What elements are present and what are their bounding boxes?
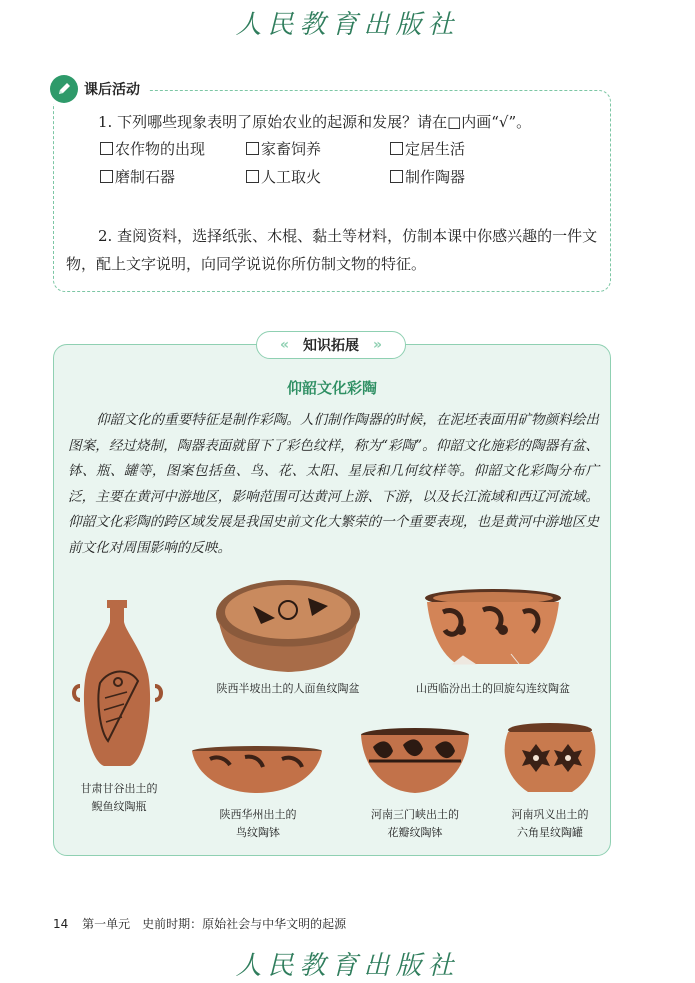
question-1: 1. 下列哪些现象表明了原始农业的起源和发展？请在□内画“√”。 <box>98 113 532 131</box>
caption-star-jar: 河南巩义出土的 六角星纹陶罐 <box>511 808 589 839</box>
option[interactable]: 人工取火 <box>246 166 390 187</box>
pencil-icon <box>50 75 78 103</box>
star-jar-image <box>500 722 600 797</box>
chevrons-right-icon: » <box>373 337 383 353</box>
checkbox[interactable] <box>390 142 403 155</box>
swirl-basin-image <box>423 588 563 670</box>
option[interactable]: 磨制石器 <box>100 166 246 187</box>
publisher-footer: 人民教育出版社 <box>235 951 460 981</box>
option[interactable]: 家畜饲养 <box>246 138 390 159</box>
option[interactable]: 定居生活 <box>390 138 465 159</box>
checkbox[interactable] <box>100 170 113 183</box>
chevrons-left-icon: « <box>279 337 289 353</box>
footer-text: 第一单元 史前时期：原始社会与中华文明的起源 <box>82 917 347 931</box>
options-row-2 <box>100 166 465 187</box>
fish-bottle-image <box>70 598 165 770</box>
options-row-1 <box>100 138 465 159</box>
option[interactable]: 农作物的出现 <box>100 138 246 159</box>
caption-bottle: 甘肃甘谷出土的 鲵鱼纹陶瓶 <box>80 782 158 813</box>
checkbox[interactable] <box>390 170 403 183</box>
checkbox[interactable] <box>246 170 259 183</box>
activity-header <box>50 74 148 104</box>
petal-bowl-image <box>359 727 471 797</box>
checkbox[interactable] <box>100 142 113 155</box>
bird-bowl-image <box>190 745 325 797</box>
knowledge-body: 仰韶文化的重要特征是制作彩陶。人们制作陶器的时候，在泥坯表面用矿物颜料绘出图案，经过烧制，陶器表面就留下了彩色纹样，称为“彩陶”。仰韶文化施彩的陶器有盆、钵、瓶、罐等，图案包括鱼、鸟、花、太阳、星辰和几何纹样等。仰韶文化彩陶分布广泛，主要在黄河中游地区，影响范围可达黄河上游、下游，以及长江流域和西辽河流域。仰韶文化彩陶的跨区域发展是我国史前文化大繁荣的一个重要表现，也是黄河中游地区史前文化对周围影响的反映。 <box>68 412 599 556</box>
face-fish-basin-image <box>213 576 363 674</box>
activity-title: 课后活动 <box>84 82 140 98</box>
knowledge-tag: « 知识拓展 » <box>256 331 406 359</box>
caption-face-basin: 陕西半坡出土的人面鱼纹陶盆 <box>216 682 360 695</box>
caption-petal-bowl: 河南三门峡出土的 花瓣纹陶钵 <box>371 808 459 839</box>
knowledge-title: 仰韶文化彩陶 <box>286 379 377 397</box>
caption-bird-bowl: 陕西华州出土的 鸟纹陶钵 <box>219 808 297 839</box>
publisher-header: 人民教育出版社 <box>235 10 460 40</box>
question-2: 2. 查阅资料，选择纸张、木棍、黏土等材料，仿制本课中你感兴趣的一件文物，配上文字说明，向同学说说你所仿制文物的特征。 <box>66 227 598 273</box>
page-number: 14 <box>53 917 69 931</box>
caption-swirl-basin: 山西临汾出土的回旋勾连纹陶盆 <box>416 682 570 695</box>
checkbox[interactable] <box>246 142 259 155</box>
option[interactable]: 制作陶器 <box>390 166 465 187</box>
page-footer <box>53 915 346 932</box>
